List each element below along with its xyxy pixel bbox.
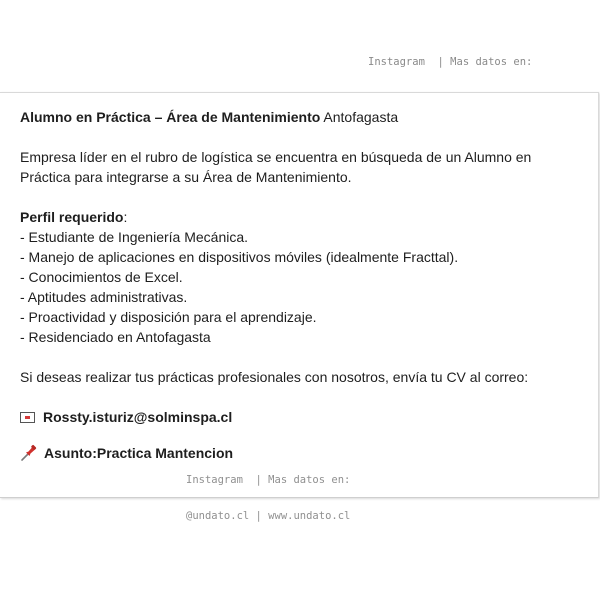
pushpin-icon bbox=[20, 444, 38, 462]
job-intro: Empresa líder en el rubro de logística se encuentra en búsqueda de un Alumno en Práctica para integrarse a su Área de Mantenimiento. bbox=[20, 149, 532, 185]
requirement-item: - Conocimientos de Excel. bbox=[20, 269, 183, 285]
asunto-colon: : bbox=[92, 445, 97, 461]
requirement-item: - Proactividad y disposición para el aprendizaje. bbox=[20, 309, 317, 325]
asunto-value: Practica Mantencion bbox=[96, 445, 234, 461]
requirement-item: - Aptitudes administrativas. bbox=[20, 289, 188, 305]
watermark-bottom bbox=[186, 450, 350, 534]
job-title-line bbox=[20, 107, 580, 127]
requirement-item: - Manejo de aplicaciones en dispositivos móviles (idealmente Fracttal). bbox=[20, 249, 459, 265]
envelope-icon bbox=[20, 412, 35, 423]
requirements-list bbox=[20, 227, 580, 347]
watermark-line: Instagram | Mas datos en: bbox=[368, 56, 533, 68]
requirement-item: - Residenciado en Antofagasta bbox=[20, 329, 211, 345]
asunto-label: Asunto bbox=[44, 445, 93, 461]
job-title: Alumno en Práctica – Área de Mantenimiento bbox=[20, 109, 321, 125]
job-location: Antofagasta bbox=[323, 109, 399, 125]
email-line bbox=[20, 407, 580, 427]
email-address[interactable]: Rossty.isturiz@solminspa.cl bbox=[43, 409, 233, 425]
perfil-heading bbox=[20, 207, 580, 227]
job-post-card bbox=[0, 92, 599, 498]
requirement-item: - Estudiante de Ingeniería Mecánica. bbox=[20, 229, 249, 245]
perfil-label: Perfil requerido bbox=[20, 209, 124, 225]
perfil-colon: : bbox=[123, 209, 128, 225]
cta-text: Si deseas realizar tus prácticas profesionales con nosotros, envía tu CV al correo: bbox=[20, 369, 529, 385]
watermark-line: Instagram | Mas datos en: bbox=[186, 474, 351, 486]
watermark-line: @undato.cl | www.undato.cl bbox=[186, 510, 351, 522]
job-post-content bbox=[20, 107, 580, 463]
